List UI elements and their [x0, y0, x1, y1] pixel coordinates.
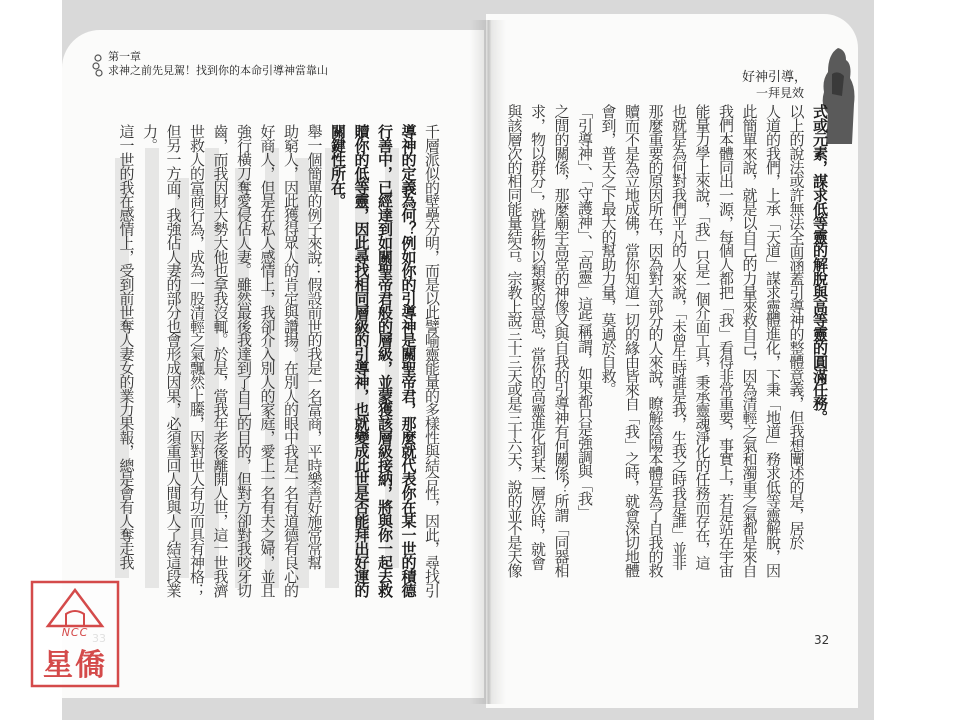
left-running-header: [108, 50, 328, 78]
left_page-text-column: 世救人的富商行為，成為一股清輕之氣飄然上騰，因對世人有功而具有神格；: [188, 124, 206, 597]
header-ornament-icon: [90, 52, 106, 78]
left_page-text-column: 關鍵性所在。: [329, 124, 347, 208]
left_page-text-column: 強行橫刀奪愛侵佔人妻。雖然最後我達到了自己的目的，但對方卻對我咬牙切: [235, 124, 253, 597]
right_page-text-column: 此簡單來說，就是以自己的力量來救自己，因為清輕之氣和濁重之氣都是來自: [740, 104, 759, 577]
left_page-text-column: 但另一方面，我強佔人妻的部分也會形成因果，必須重回人間與人了結這段業: [164, 124, 183, 597]
right_page-text-column: 也就是為何對我們平凡的人來說，「未曾生時誰是我，生我之時我是誰」並非: [670, 104, 688, 570]
right-running-header-line2: 一拜見效: [756, 86, 805, 100]
right_page-text-column: 以上的說法或許無法全面涵蓋引導神的整體意義，但我想闡述的是，居於: [787, 104, 806, 549]
right-running-header-line1: 好神引導，: [742, 70, 808, 85]
stamp-name: 星僑: [43, 648, 107, 683]
left_page-text-column: 千層派似的壁壘分明，而是以此譬喻靈能量的多樣性與結合性，因此，尋找引: [423, 124, 441, 597]
right_page-text-column: 與該層次的相同能量結合。宗教上說三十三天或是三十六天，說的並不是天像: [505, 104, 524, 577]
left_page-text-column: 力。: [141, 124, 159, 152]
chapter-title: 求神之前先見駕！找到你的本命引導神當靠山: [108, 64, 328, 77]
left_page-text-column: 這一世的我在感情上，受到前世奪人妻女的業力果報，總是會有人奪走我: [117, 124, 136, 569]
right_page-text-column: 「引導神」、「守護神」、「高靈」這些稱謂，如果都只是強調與「我」: [576, 104, 594, 519]
right_page-text-column: 我們本體同出一源，每個人都把「我」看得非常重要，事實上，若是站在宇宙: [717, 104, 735, 577]
book-gutter: [470, 20, 506, 704]
left_page-text-column: 行善中，已經達到如關聖帝君般的層級，並蒙獲該層級接納，將與你一起去救: [376, 124, 394, 597]
left_page-text-column: 齒，而我因財大勢大他也拿我沒輒。於是，當我年老後離開人世，這一世我濟: [211, 124, 230, 597]
left_page-text-column: 贖你的低等靈，因此尋找相同層級的引導神，也就變成此世是否能拜出好運的: [352, 124, 371, 597]
left_page-text-column: 舉一個簡單的例子來說：假設前世的我是一名富商，平時樂善好施常常幫: [305, 124, 324, 569]
left_page-text-column: 助窮人，因此獲得眾人的肯定與讚揚。在別人的眼中我是一名有道德有良心的: [282, 124, 300, 597]
right_page-text-column: 那麼重要的原因所在，因為對大部分的人來說，瞭解陰陽本體是為了自我的救: [646, 104, 665, 577]
left_page-text-column: 導神的定義為何？例如你的引導神是關聖帝君，那麼就代表你在某一世的積德: [399, 124, 418, 597]
chapter-label: 第一章: [108, 50, 141, 63]
left_page-text-column: 好商人，但是在私人感情上，我卻介入別人的家庭，愛上一名有夫之婦，並且: [258, 124, 277, 597]
right_page-text-column: 人道的我們，上承「天道」謀求靈體進化，下秉「地道」務求低等靈解脫，因: [764, 104, 782, 577]
right_page-text-column: 求，物以群分」，就是物以類聚的意思，當你的高靈進化到某一層次時，就會: [529, 104, 547, 570]
stamp-brand: NCC: [61, 626, 89, 639]
right_page-text-column: 式或元素，謀求低等靈的解脫與高等靈的圓滿任務。: [811, 104, 829, 424]
right_page-text-column: 會到，普天之下最大的幫助力量，莫過於自救。: [599, 104, 618, 396]
page-number-right: 32: [814, 633, 830, 647]
right_page-text-column: 能量力學上來說，「我」只是一個介面工具，秉承靈魂淨化的任務而存在，這: [693, 104, 712, 570]
right_page-text-column: 贖而不是為立地成佛，當你知道一切的緣由皆來自「我」之時，就會深切地體: [623, 104, 641, 577]
right_page-text-column: 之間的關係，那麼廟宇高堂的神像又與自我的引導神有何關係？所謂「同器相: [552, 104, 571, 577]
